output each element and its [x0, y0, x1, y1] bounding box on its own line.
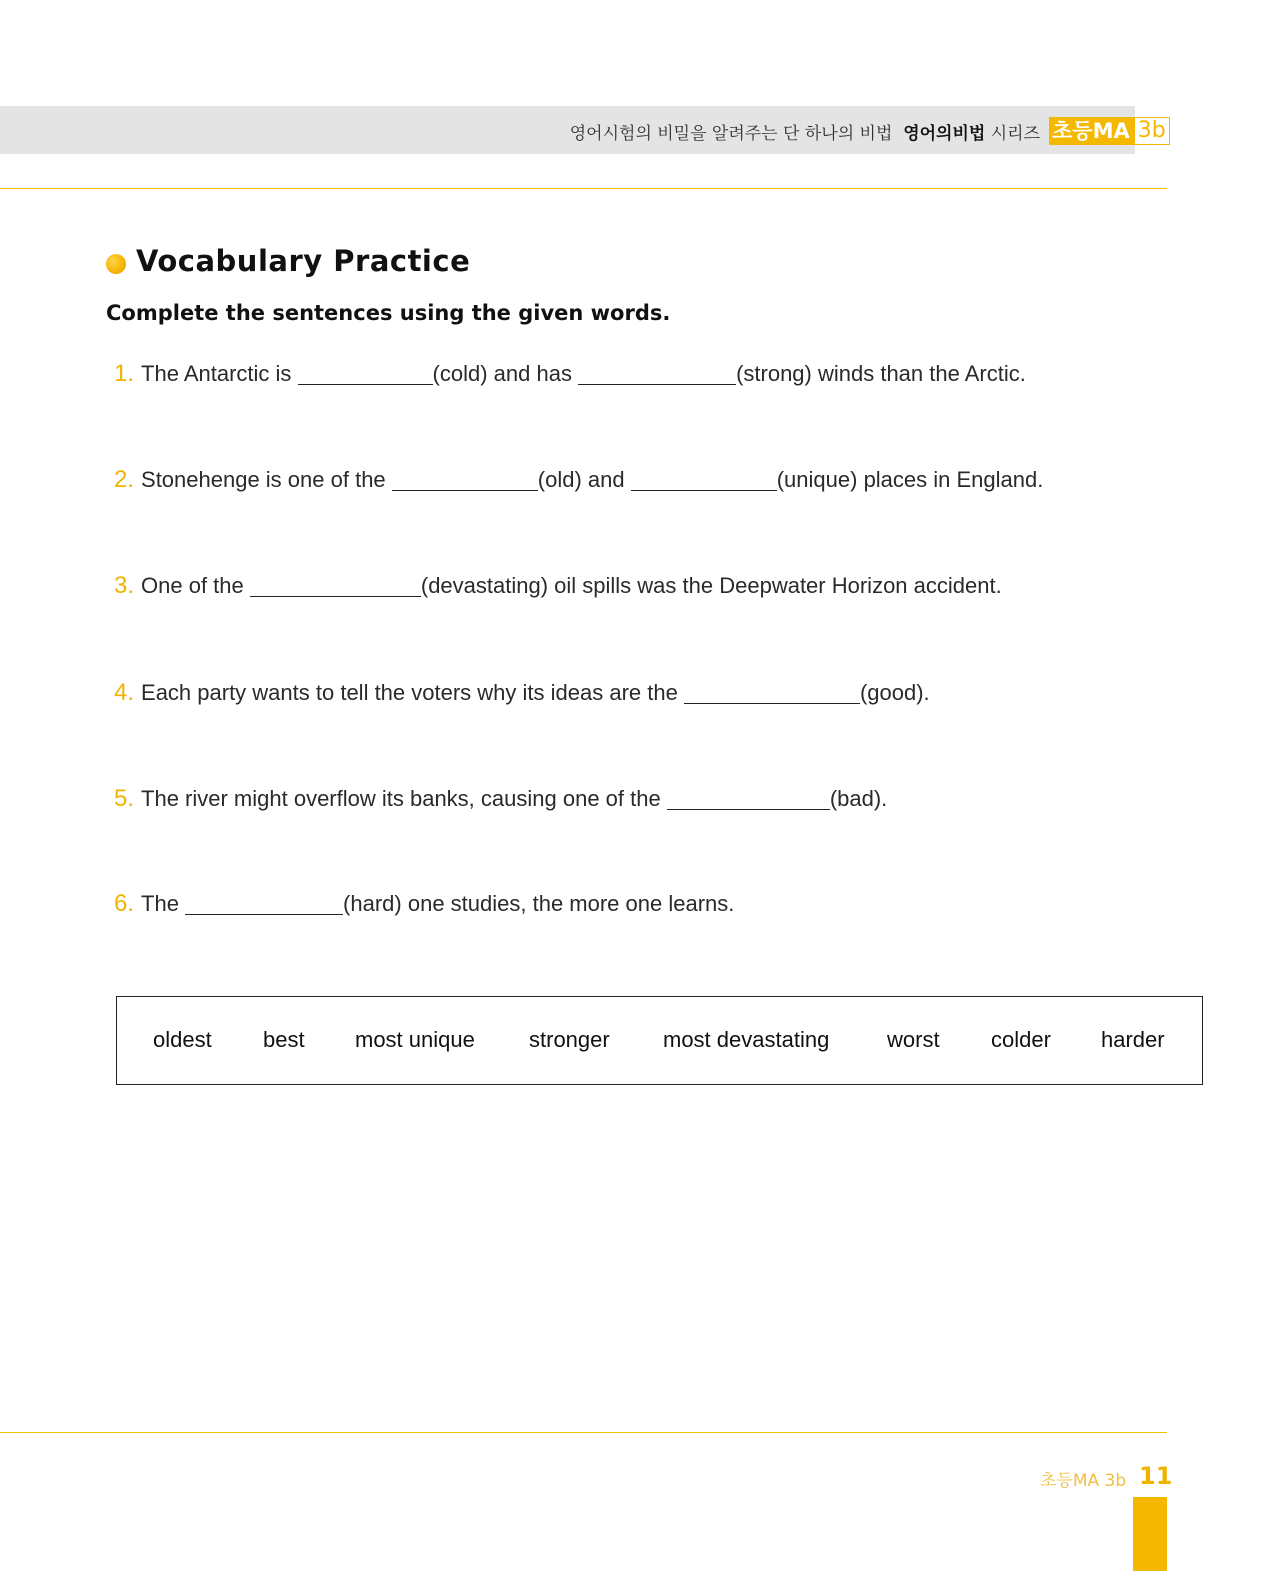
question-number: 5. [114, 785, 135, 812]
question-number: 2. [114, 466, 135, 493]
question-3 [114, 572, 1002, 600]
section-title: Vocabulary Practice [136, 244, 471, 278]
question-text: (strong) winds than the Arctic. [736, 361, 1026, 386]
word-bank-item: worst [887, 1027, 940, 1052]
word-bank-item: harder [1101, 1027, 1165, 1052]
word-bank-item: stronger [529, 1027, 610, 1052]
footer-book-title: 초등MA 3b [1040, 1471, 1127, 1491]
word-bank-item: most devastating [663, 1027, 830, 1052]
question-2 [114, 466, 1043, 494]
question-1 [114, 360, 1026, 388]
question-text: One of the [141, 573, 250, 598]
question-text: Stonehenge is one of the [141, 467, 392, 492]
series-name: 영어의비법 [903, 124, 986, 144]
answer-blank[interactable] [684, 679, 860, 704]
question-text: The Antarctic is [141, 361, 298, 386]
brand-badge [1049, 117, 1170, 145]
question-text: (old) and [537, 467, 631, 492]
word-bank-box [116, 996, 1203, 1085]
brand-level: 3b [1134, 117, 1170, 145]
answer-blank[interactable] [631, 466, 777, 491]
question-text: (good). [859, 680, 930, 705]
answer-blank[interactable] [185, 890, 343, 915]
page-number: 11 [1139, 1462, 1173, 1490]
question-text: (cold) and has [432, 361, 579, 386]
page-tab-marker [1133, 1497, 1167, 1571]
question-number: 6. [114, 890, 135, 917]
question-text: The [141, 891, 186, 916]
answer-blank[interactable] [392, 466, 538, 491]
question-5 [114, 785, 887, 813]
answer-blank[interactable] [578, 360, 736, 385]
bottom-divider [0, 1432, 1167, 1433]
question-text: The river might overflow its banks, causing one of the [141, 786, 667, 811]
header-tagline [570, 119, 1040, 144]
question-text: (unique) places in England. [776, 467, 1044, 492]
question-text: Each party wants to tell the voters why its ideas are the [141, 680, 684, 705]
tagline-text: 영어시험의 비밀을 알려주는 단 하나의 비법 [569, 124, 893, 144]
word-bank-item: best [263, 1027, 305, 1052]
answer-blank[interactable] [667, 785, 830, 810]
word-bank-item: most unique [355, 1027, 475, 1052]
question-number: 4. [114, 679, 135, 706]
answer-blank[interactable] [250, 572, 421, 597]
top-divider [0, 188, 1167, 189]
word-bank-item: oldest [153, 1027, 212, 1052]
question-6 [114, 890, 734, 918]
question-number: 1. [114, 360, 135, 387]
word-bank-item: colder [991, 1027, 1051, 1052]
answer-blank[interactable] [298, 360, 433, 385]
brand-main: 초등MA [1049, 117, 1134, 145]
question-text: (bad). [829, 786, 888, 811]
question-text: (devastating) oil spills was the Deepwater Horizon accident. [420, 573, 1002, 598]
instruction: Complete the sentences using the given words. [106, 301, 671, 325]
question-text: (hard) one studies, the more one learns. [343, 891, 735, 916]
section-bullet-icon [106, 254, 126, 274]
question-4 [114, 679, 930, 707]
series-suffix: 시리즈 [990, 124, 1040, 144]
question-number: 3. [114, 572, 135, 599]
